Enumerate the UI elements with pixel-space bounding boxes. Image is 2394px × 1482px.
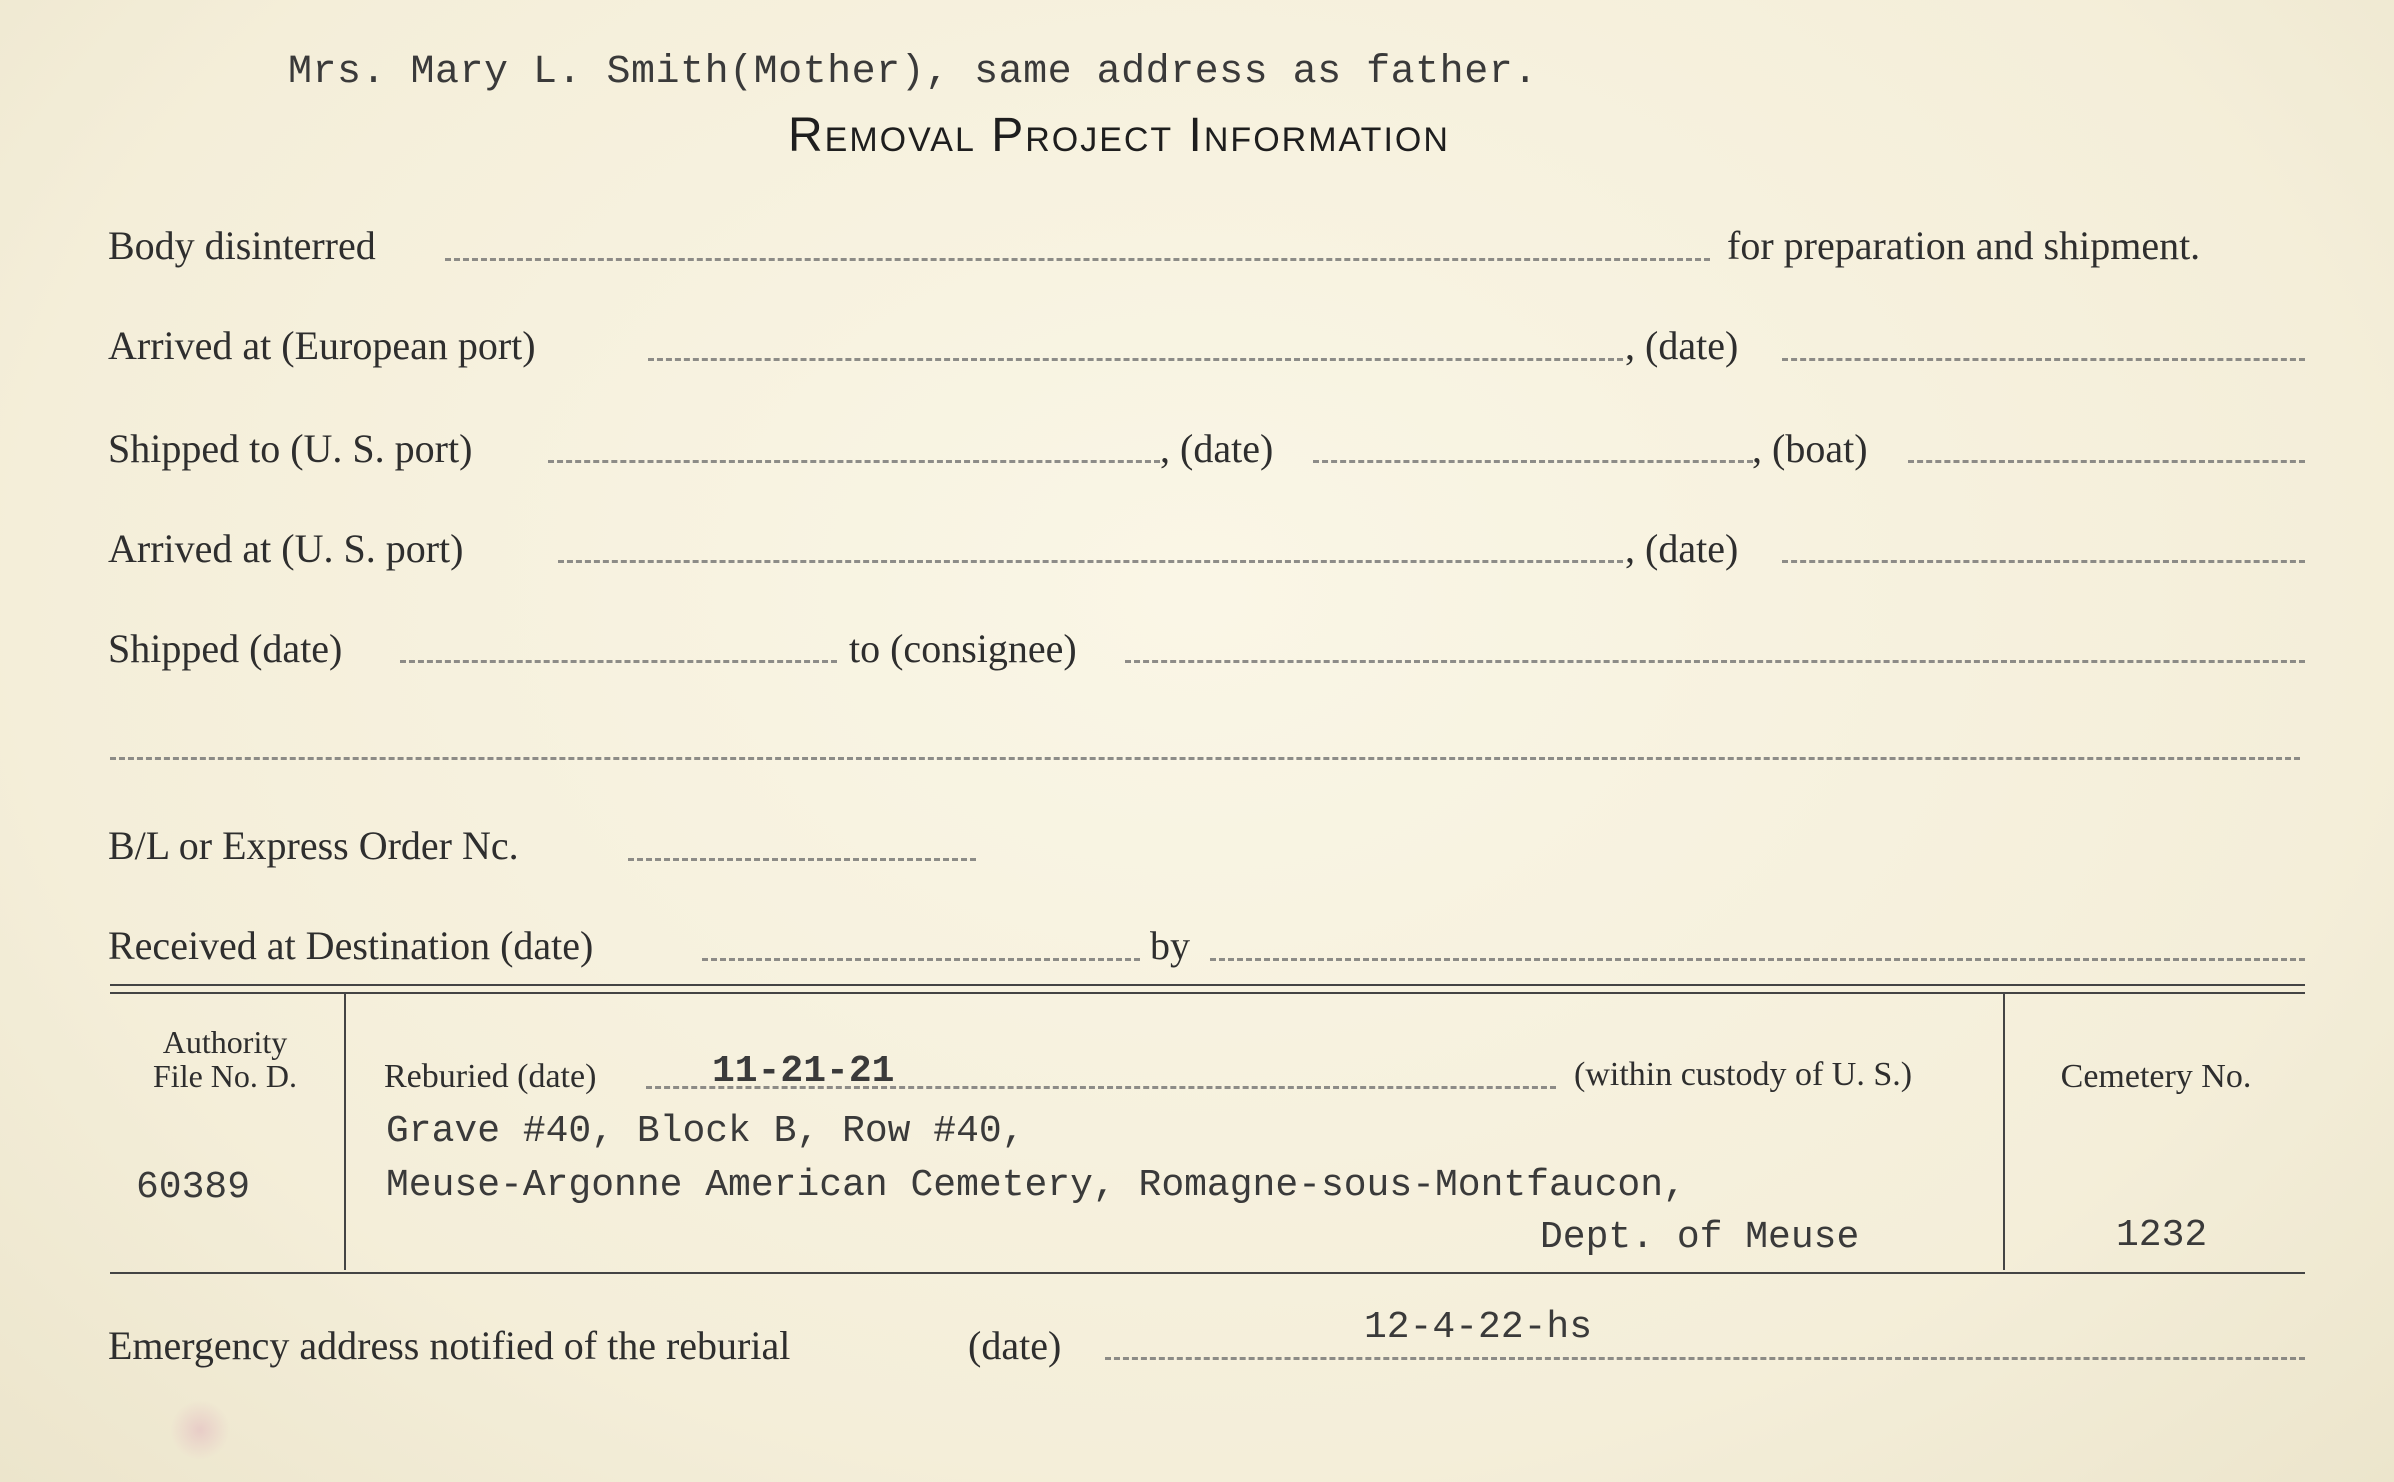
typed-note: Mrs. Mary L. Smith(Mother), same address as father. (288, 50, 1538, 95)
card-title (788, 108, 1450, 163)
authority-label: Authority (162, 1024, 288, 1060)
bl-express-line[interactable] (628, 858, 976, 861)
box-bottom-rule (110, 1272, 2305, 1274)
body-disinterred-label: Body disinterred (108, 223, 376, 268)
location-line-1: Grave #40, Block B, Row #40, (386, 1110, 1025, 1153)
emergency-label: Emergency address notified of the reburial (108, 1323, 791, 1368)
box-top-rule-1 (110, 984, 2305, 986)
consignee-line[interactable] (1125, 660, 2305, 663)
reburied-date-value: 11-21-21 (712, 1050, 895, 1093)
consignee-continuation-line[interactable] (110, 757, 2300, 760)
shipped-date-field-line[interactable] (400, 660, 837, 663)
cemetery-no-value: 1232 (2116, 1214, 2208, 1257)
file-no-label: File No. D. (153, 1058, 297, 1094)
arrived-us-port-line[interactable] (558, 560, 1623, 563)
arrived-european-label: Arrived at (European port) (108, 323, 536, 368)
box-top-rule-2 (110, 992, 2305, 994)
shipped-date-line[interactable] (1313, 460, 1753, 463)
custody-label: (within custody of U. S.) (1574, 1056, 1913, 1093)
boat-label: , (boat) (1752, 426, 1868, 471)
emergency-date-line[interactable] (1105, 1357, 2305, 1360)
authority-file-number: 60389 (136, 1166, 251, 1209)
shipped-date-label: Shipped (date) (108, 626, 343, 671)
received-date-line[interactable] (702, 958, 1140, 961)
european-date-line[interactable] (1782, 358, 2305, 361)
received-by-line[interactable] (1210, 958, 2305, 961)
title-text: Removal Project Information (788, 109, 1450, 162)
by-label: by (1150, 923, 1190, 968)
location-line-3: Dept. of Meuse (1540, 1216, 1860, 1259)
preparation-label: for preparation and shipment. (1727, 223, 2201, 268)
ink-smudge (170, 1400, 230, 1460)
reburied-label: Reburied (date) (384, 1058, 597, 1095)
box-divider-left (344, 994, 346, 1270)
cemetery-no-label: Cemetery No. (2060, 1058, 2252, 1095)
consignee-label: to (consignee) (849, 626, 1077, 671)
emergency-date-value: 12-4-22-hs (1364, 1306, 1593, 1349)
box-divider-right (2003, 994, 2005, 1270)
body-disinterred-line[interactable] (445, 258, 1710, 261)
shipped-us-port-label: Shipped to (U. S. port) (108, 426, 473, 471)
date-label-2: , (date) (1160, 426, 1274, 471)
received-destination-label: Received at Destination (date) (108, 923, 594, 968)
emergency-date-label: (date) (968, 1323, 1062, 1368)
european-port-line[interactable] (648, 358, 1623, 361)
boat-line[interactable] (1908, 460, 2305, 463)
date-label-3: , (date) (1625, 526, 1739, 571)
us-port-line[interactable] (548, 460, 1160, 463)
date-label-1: , (date) (1625, 323, 1739, 368)
arrived-us-port-label: Arrived at (U. S. port) (108, 526, 464, 571)
location-line-2: Meuse-Argonne American Cemetery, Romagne-sous-Montfaucon, (386, 1164, 1686, 1207)
arrived-us-date-line[interactable] (1782, 560, 2305, 563)
bl-express-label: B/L or Express Order Nc. (108, 823, 519, 868)
